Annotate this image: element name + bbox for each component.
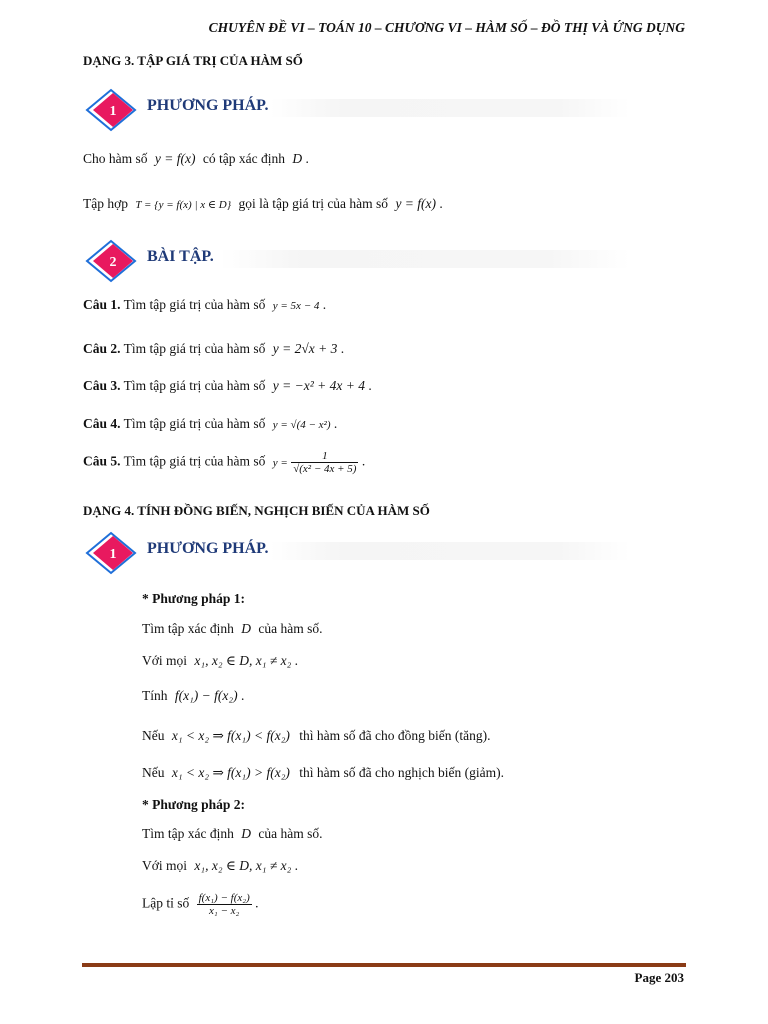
text: .: [322, 297, 327, 312]
text: Lập tỉ số: [142, 895, 190, 911]
heading-bai-tap: BÀI TẬP.: [147, 248, 214, 265]
text: gọi là tập giá trị của hàm số: [238, 196, 389, 211]
heading-phuong-phap: PHƯƠNG PHÁP.: [147, 97, 269, 114]
section-title-dang-3: DẠNG 3. TẬP GIÁ TRỊ CỦA HÀM SỐ: [83, 53, 303, 68]
text: có tập xác định: [202, 151, 285, 166]
math-expression: x₁ < x₂ ⇒ f(x₁) > f(x₂): [171, 765, 290, 780]
svg-text:1: 1: [109, 547, 117, 562]
question-text: Tìm tập giá trị của hàm số: [123, 416, 266, 431]
math-function: y = √(4 − x²): [272, 419, 331, 431]
question-label: Câu 5.: [83, 453, 121, 469]
question-text: Tìm tập giá trị của hàm số: [123, 453, 266, 469]
heading-underlay: [220, 250, 630, 268]
svg-text:1: 1: [109, 104, 117, 119]
method-1-step-1: [142, 621, 322, 637]
math-function: y = f(x): [154, 151, 196, 166]
text: .: [340, 341, 345, 356]
question-5: [83, 450, 365, 475]
text: .: [255, 895, 259, 911]
text: Tính: [142, 688, 168, 703]
method-1-step-5: [142, 765, 504, 781]
method-1-step-3: [142, 688, 244, 704]
text: .: [294, 858, 299, 873]
text: Tìm tập xác định: [142, 826, 234, 841]
text: .: [439, 196, 443, 211]
math-expression: x₁, x₂ ∈ D, x₁ ≠ x₂: [194, 653, 292, 668]
section-title-dang-4: DẠNG 4. TÍNH ĐỒNG BIẾN, NGHỊCH BIẾN CỦA HÀM SỐ: [83, 503, 430, 518]
text: .: [333, 416, 338, 431]
question-2: [83, 341, 344, 357]
question-label: Câu 4.: [83, 416, 121, 431]
fraction-denominator: x₁ − x₂: [209, 905, 240, 917]
method-2-step-1: [142, 826, 322, 842]
number-badge-icon: [83, 239, 141, 283]
question-label: Câu 1.: [83, 297, 121, 312]
text: Tìm tập xác định: [142, 621, 234, 636]
text: Với mọi: [142, 653, 188, 668]
math-var: D: [241, 826, 251, 841]
text: .: [368, 378, 372, 393]
text: .: [294, 653, 299, 668]
svg-text:2: 2: [109, 255, 117, 270]
math-set: T = {y = f(x) | x ∈ D}: [135, 199, 232, 211]
math-fraction: [291, 450, 358, 475]
heading-phuong-phap: PHƯƠNG PHÁP.: [147, 540, 269, 557]
text: .: [305, 151, 309, 166]
running-header: CHUYÊN ĐỀ VI – TOÁN 10 – CHƯƠNG VI – HÀM SỐ – ĐỒ THỊ VÀ ỨNG DỤNG: [208, 20, 685, 35]
question-4: [83, 416, 337, 432]
footer-rule: [82, 963, 686, 967]
math-expression: f(x₁) − f(x₂): [174, 688, 238, 703]
text: .: [361, 453, 366, 469]
fraction-denominator: √(x² − 4x + 5): [293, 463, 357, 475]
math-function: y = 2√x + 3: [272, 341, 338, 356]
method-1-step-2: [142, 653, 298, 669]
text: của hàm số.: [258, 826, 323, 841]
question-text: Tìm tập giá trị của hàm số: [123, 341, 266, 356]
page-number: Page 203: [634, 970, 684, 985]
method-1-title: * Phương pháp 1:: [142, 591, 245, 606]
question-1: [83, 297, 326, 313]
text: Với mọi: [142, 858, 188, 873]
text: thì hàm số đã cho đồng biến (tăng).: [299, 728, 491, 743]
math-function: y = −x² + 4x + 4: [272, 378, 365, 393]
question-label: Câu 3.: [83, 378, 121, 393]
heading-underlay: [270, 99, 630, 117]
text: Cho hàm số: [83, 151, 148, 166]
math-expression: x₁, x₂ ∈ D, x₁ ≠ x₂: [194, 858, 292, 873]
method-1-step-4: [142, 728, 490, 744]
math-function: y = f(x): [395, 196, 437, 211]
number-badge-icon: [83, 88, 141, 132]
question-text: Tìm tập giá trị của hàm số: [123, 297, 266, 312]
question-text: Tìm tập giá trị của hàm số: [123, 378, 266, 393]
math-var: D: [241, 621, 251, 636]
fraction-numerator: f(x₁) − f(x₂): [198, 892, 250, 904]
text: Nếu: [142, 765, 165, 780]
math-function: y = 5x − 4: [272, 300, 320, 312]
text: Tập hợp: [83, 196, 129, 211]
text: của hàm số.: [258, 621, 323, 636]
math-expression: x₁ < x₂ ⇒ f(x₁) < f(x₂): [171, 728, 290, 743]
method-2-title: * Phương pháp 2:: [142, 797, 245, 812]
question-label: Câu 2.: [83, 341, 121, 356]
question-3: [83, 378, 372, 394]
number-badge-icon: [83, 531, 141, 575]
math-var: D: [292, 151, 303, 166]
fraction-numerator: 1: [291, 450, 358, 463]
text: Nếu: [142, 728, 165, 743]
math-lhs: y =: [272, 456, 288, 469]
definition-line-1: [83, 151, 309, 167]
text: .: [240, 688, 245, 703]
math-fraction: [197, 892, 252, 917]
method-2-step-3: [142, 892, 258, 917]
method-2-step-2: [142, 858, 298, 874]
text: thì hàm số đã cho nghịch biến (giảm).: [299, 765, 504, 780]
heading-underlay: [270, 542, 630, 560]
definition-line-2: [83, 196, 443, 212]
